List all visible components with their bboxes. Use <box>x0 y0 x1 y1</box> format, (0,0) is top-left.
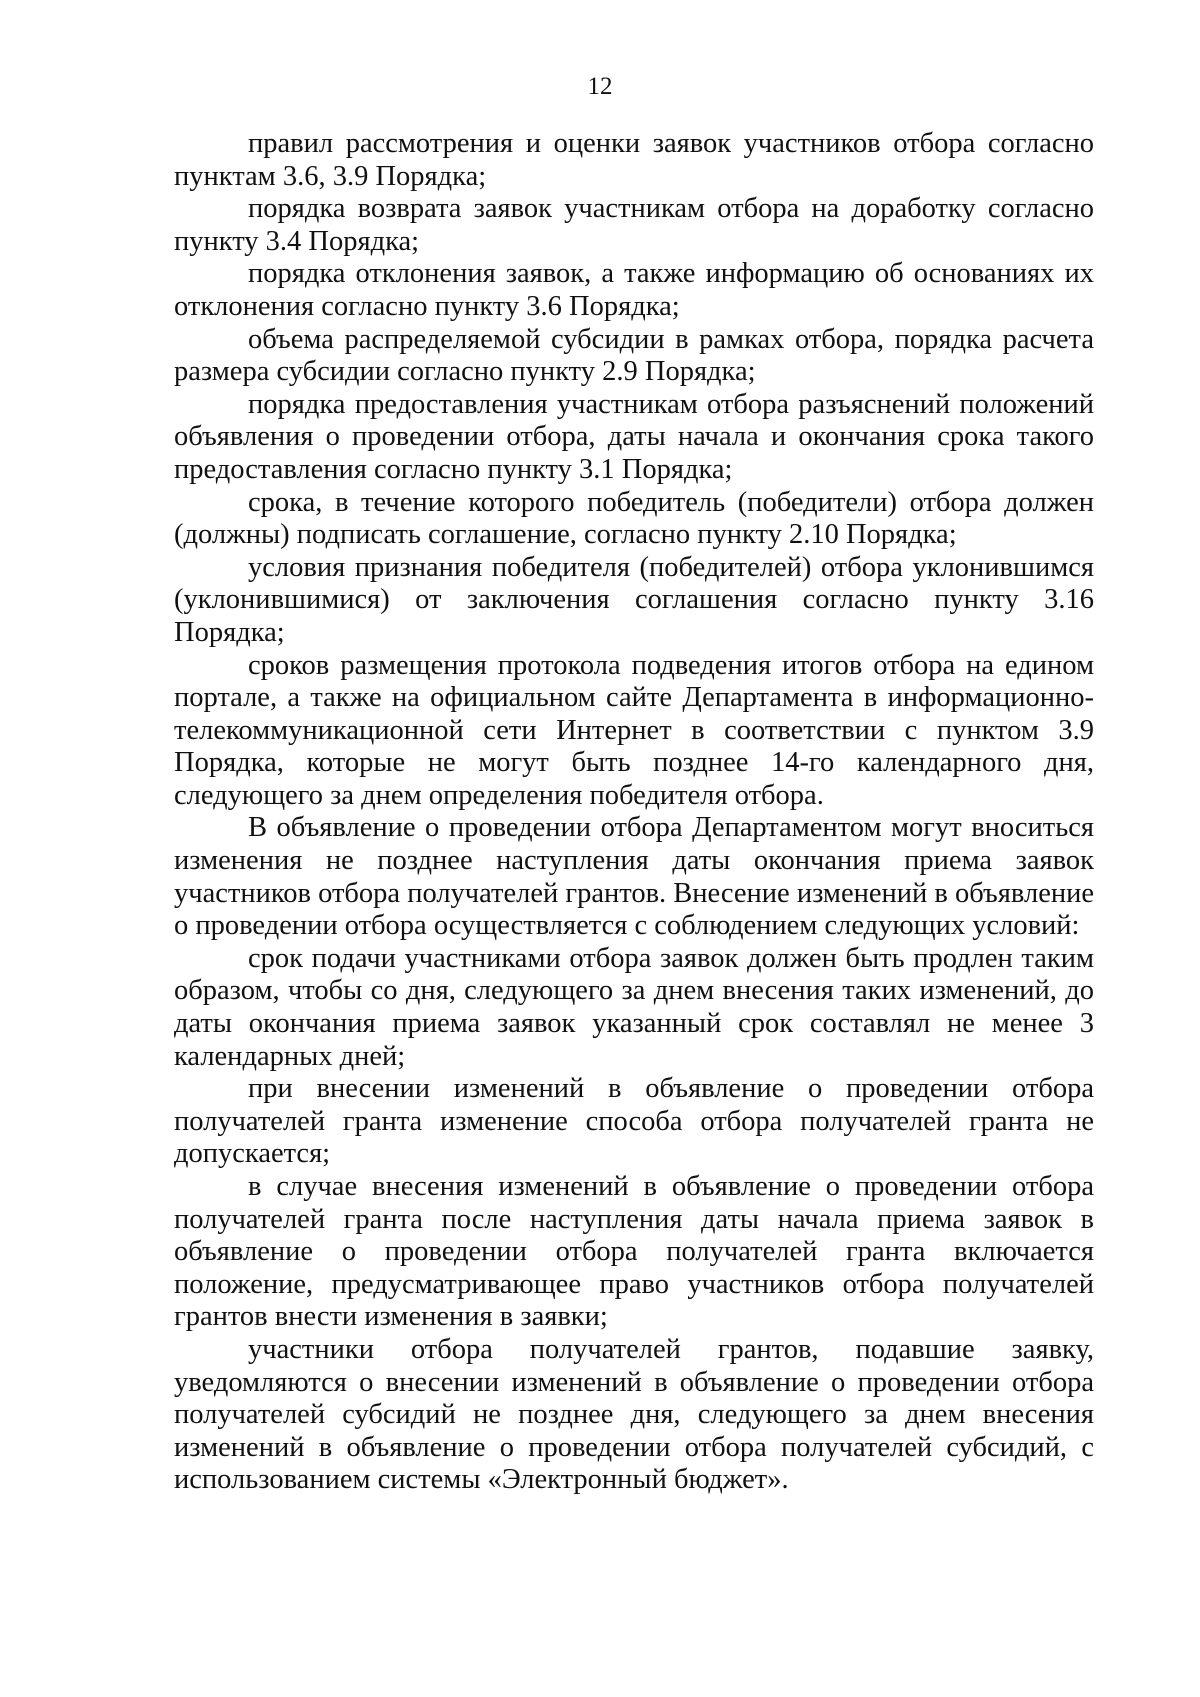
paragraph-announcement-changes: В объявление о проведении отбора Департаментом могут вноситься изменения не позднее наступления даты окончания приема заявок участников отбора получателей грантов. Внесение изменений в объявление о проведении отбора осуществляется с соблюдением следующих условий: <box>174 812 1094 942</box>
paragraph-return-procedure: порядка возврата заявок участникам отбора на доработку согласно пункту 3.4 Порядка; <box>174 193 1094 257</box>
paragraph-review-rules: правил рассмотрения и оценки заявок участников отбора согласно пунктам 3.6, 3.9 Порядка; <box>174 128 1094 192</box>
paragraph-clarifications: порядка предоставления участникам отбора разъяснений положений объявления о проведении отбора, даты начала и окончания срока такого предоставления согласно пункту 3.1 Порядка; <box>174 388 1094 485</box>
paragraph-participant-notification: участники отбора получателей грантов, подавшие заявку, уведомляются о внесении изменений в объявление о проведении отбора получателей субсидий не позднее дня, следующего за днем внесения изменений в объявление о проведении отбора получателей субсидий, с использованием системы «Электронный бюджет». <box>174 1333 1094 1496</box>
paragraph-protocol-publication: сроков размещения протокола подведения итогов отбора на едином портале, а также на официальном сайте Департамента в информационно-телекоммуникационной сети Интернет в соответствии с пунктом 3.9 Порядка, которые не могут быть позднее 14-го календарного дня, следующего за днем определения победителя отбора. <box>174 649 1094 811</box>
paragraph-rejection-procedure: порядка отклонения заявок, а также информацию об основаниях их отклонения согласно пункту 3.6 Порядка; <box>174 258 1094 322</box>
paragraph-deadline-extension: срок подачи участниками отбора заявок должен быть продлен таким образом, чтобы со дня, следующего за днем внесения таких изменений, до даты окончания приема заявок указанный срок составлял не менее 3 календарных дней; <box>174 942 1094 1072</box>
paragraph-signing-term: срока, в течение которого победитель (победители) отбора должен (должны) подписать соглашение, согласно пункту 2.10 Порядка; <box>174 486 1094 551</box>
paragraph-evasion-conditions: условия признания победителя (победителей) отбора уклонившимся (уклонившимися) от заключения соглашения согласно пункту 3.16 Порядка; <box>174 551 1094 648</box>
paragraph-method-change: при внесении изменений в объявление о проведении отбора получателей гранта изменение способа отбора получателей гранта не допускается; <box>174 1073 1094 1170</box>
paragraph-subsidy-volume: объема распределяемой субсидии в рамках отбора, порядка расчета размера субсидии согласно пункту 2.9 Порядка; <box>174 323 1094 388</box>
page-number: 12 <box>587 73 613 100</box>
paragraph-application-changes: в случае внесения изменений в объявление о проведении отбора получателей гранта после наступления даты начала приема заявок в объявление о проведении отбора получателей гранта включается положение, предусматривающее право участников отбора получателей грантов внести изменения в заявки; <box>174 1171 1094 1333</box>
document-body <box>174 128 1094 1497</box>
